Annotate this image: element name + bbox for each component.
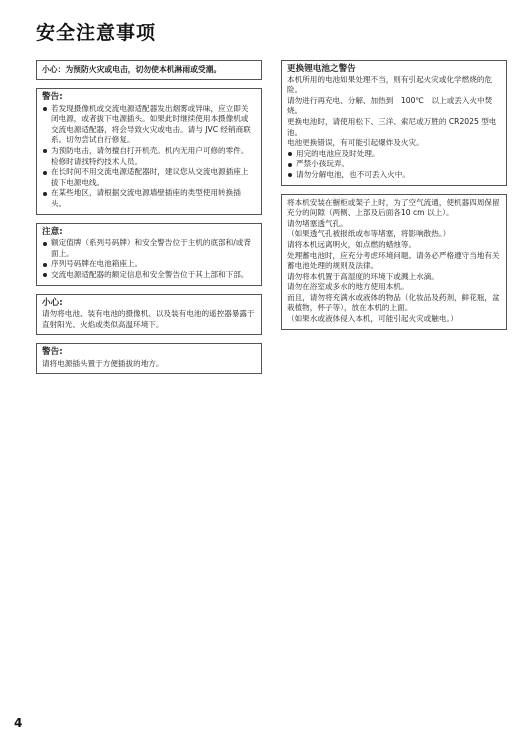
list-item: 若发现摄像机或交流电源适配器发出烟雾或异味，应立即关闭电源，或者拔下电源插头。如果此时继续使用本摄像机或交流电源适配器，将会导致火灾或电击。请与 JVC 经销商联系。切勿尝试自行修复。 bbox=[42, 104, 256, 146]
list-item: 序列号码牌在电池箱座上。 bbox=[42, 259, 256, 270]
warning-box-2 bbox=[36, 343, 262, 374]
caution-title-2: 小心: bbox=[42, 297, 63, 308]
page-number: 4 bbox=[14, 716, 23, 730]
list-item: 在长时间不用交流电源适配器时，建议您从交流电源插座上拔下电源电线。 bbox=[42, 167, 256, 188]
battery-paragraph: 本机所用的电池如果处理不当，则有引起火灾或化学燃烧的危险。 bbox=[287, 74, 493, 95]
battery-list bbox=[287, 149, 501, 181]
caution-text-2: 请勿将电池、装有电池的摄像机、以及装有电池的遥控器暴露于直射阳光、火焰或类似高温环境下。 bbox=[42, 309, 255, 329]
attention-title: 注意: bbox=[42, 226, 63, 237]
warning-text-2: 请将电源插头置于方便插拔的地方。 bbox=[42, 358, 164, 368]
installation-box bbox=[281, 194, 507, 330]
list-item: 用完的电池应及时处理。 bbox=[287, 149, 501, 160]
install-paragraph: 将本机安装在橱柜或架子上时，为了空气流通，使机器四周保留充分的间隙（两侧、上部及后面各10 cm 以上）。 bbox=[287, 197, 500, 218]
install-paragraph: （如果水或液体侵入本机，可能引起火灾或触电。） bbox=[287, 314, 458, 324]
install-paragraph: 处理蓄电池时，应充分考虑环境问题。请务必严格遵守当地有关蓄电池处理的规则及法律。 bbox=[287, 250, 500, 271]
right-column bbox=[281, 60, 507, 338]
attention-box bbox=[36, 223, 262, 286]
list-item: 额定值牌（系列号码牌）和安全警告位于主机的底部和/或背面上。 bbox=[42, 238, 256, 259]
install-paragraph: 而且，请勿将充满水或液体的物品（化妆品及药剂，鲜花瓶，盆栽植物，杯子等），放在本机的上面。 bbox=[287, 292, 500, 313]
battery-warning-box bbox=[281, 60, 507, 186]
battery-warning-title: 更换锂电池之警告 bbox=[287, 64, 356, 74]
warning-title-2: 警告: bbox=[42, 347, 63, 358]
install-paragraph: 请勿在浴室或多水的地方使用本机。 bbox=[287, 282, 409, 292]
install-paragraph: 请勿将本机置于高湿度的环境下或溅上水滴。 bbox=[287, 271, 439, 281]
battery-paragraph: 更换电池时，请使用松下、三洋、索尼或万胜的 CR2025 型电池。 bbox=[287, 116, 497, 137]
caution-box-2 bbox=[36, 294, 262, 336]
list-item: 为预防电击，请勿擅自打开机壳。机内无用户可修的零件。检修时请找特约技术人员。 bbox=[42, 146, 256, 167]
attention-list bbox=[42, 238, 256, 280]
list-item: 在某些地区，请根据交流电源墙壁插座的类型使用转换插头。 bbox=[42, 188, 256, 209]
caution-rain-box bbox=[36, 60, 262, 80]
caution-rain-text: 小心：为预防火灾或电击，切勿使本机淋雨或受潮。 bbox=[42, 65, 222, 74]
warning-list-1 bbox=[42, 104, 256, 210]
page-title: 安全注意事项 bbox=[36, 22, 157, 44]
list-item: 请勿分解电池，也不可丢入火中。 bbox=[287, 170, 501, 181]
left-column bbox=[36, 60, 262, 382]
install-paragraph: （如果透气孔被报纸或布等堵塞，将影响散热。） bbox=[287, 229, 451, 239]
install-paragraph: 请勿堵塞透气孔。 bbox=[287, 218, 348, 228]
list-item: 交流电源适配器的额定信息和安全警告位于其上部和下部。 bbox=[42, 270, 256, 281]
install-paragraph: 请将本机远离明火，如点燃的蜡烛等。 bbox=[287, 239, 417, 249]
battery-paragraph: 电池更换错误，有可能引起爆炸及火灾。 bbox=[287, 138, 424, 148]
warning-title-1: 警告: bbox=[42, 92, 63, 102]
battery-paragraph: 请勿进行再充电、分解、加热到 100℃ 以上或丢入火中焚烧。 bbox=[287, 95, 493, 116]
list-item: 严禁小孩玩弄。 bbox=[287, 159, 501, 170]
warning-box-1 bbox=[36, 88, 262, 215]
